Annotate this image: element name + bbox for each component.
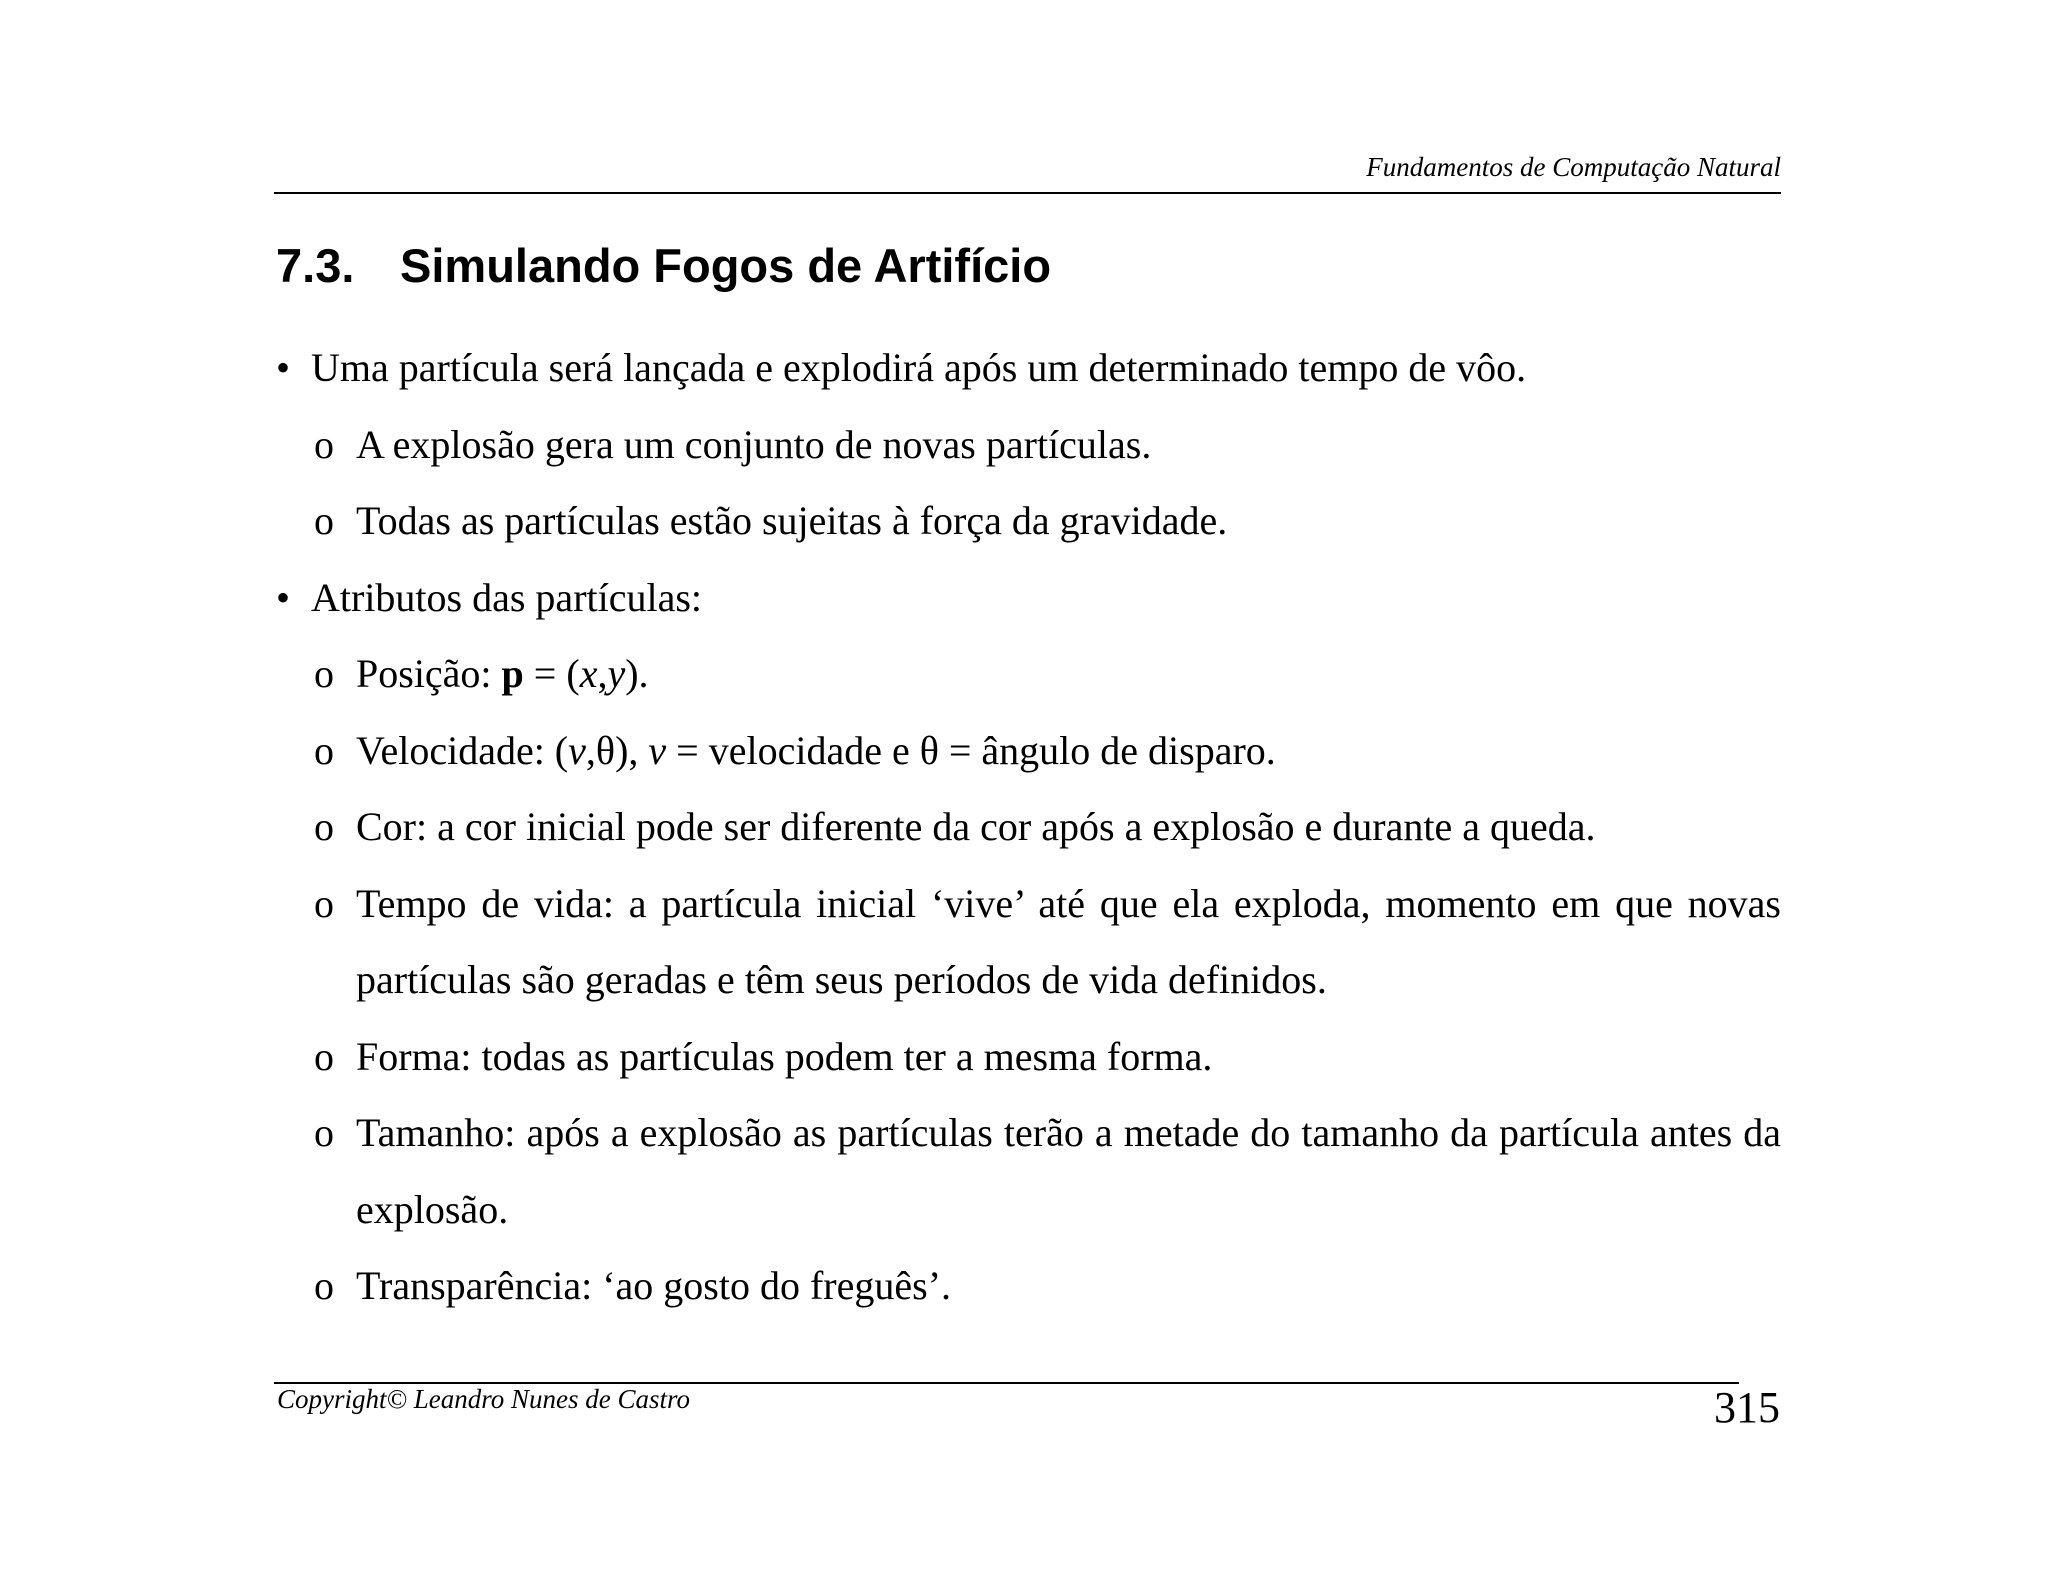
header-rule	[274, 192, 1781, 194]
list-item	[276, 407, 1781, 484]
equals-open: = (	[523, 651, 580, 696]
list-item	[276, 789, 1781, 866]
disc-bullet-icon: •	[276, 345, 291, 390]
position-label: Posição:	[356, 651, 502, 696]
list-item	[276, 1019, 1781, 1096]
section-number: 7.3.	[276, 239, 355, 292]
circle-bullet-icon: o	[314, 421, 334, 467]
item-text: Atributos das partículas:	[311, 574, 703, 620]
circle-bullet-icon: o	[314, 1033, 334, 1079]
var-v: v	[568, 727, 586, 773]
vector-p: p	[501, 651, 524, 696]
var-v: v	[648, 727, 667, 773]
item-text: A explosão gera um conjunto de novas partículas.	[356, 421, 1152, 467]
var-y: y	[607, 651, 626, 696]
item-text: Transparência: ‘ao gosto do freguês’.	[356, 1263, 952, 1308]
circle-bullet-icon: o	[314, 804, 334, 849]
list-item	[276, 713, 1781, 790]
running-header: Fundamentos de Computação Natural	[1366, 152, 1781, 182]
list-item	[276, 866, 1781, 1019]
circle-bullet-icon: o	[314, 498, 334, 543]
item-text: Tamanho: após a explosão as partículas terão a metade do tamanho da partícula antes da explosão.	[356, 1110, 1781, 1232]
item-text: Todas as partículas estão sujeitas à força da gravidade.	[356, 498, 1228, 543]
list-item	[276, 1248, 1781, 1325]
section-title: Simulando Fogos de Artifício	[400, 239, 1052, 292]
var-x: x	[579, 651, 598, 696]
circle-bullet-icon: o	[314, 1263, 334, 1308]
page-number: 315	[1714, 1383, 1780, 1432]
close-paren: ).	[625, 651, 649, 696]
disc-bullet-icon: •	[276, 574, 291, 620]
copyright-notice: Copyright© Leandro Nunes de Castro	[277, 1384, 691, 1414]
list-item	[276, 560, 1781, 637]
velocity-rest: = velocidade e θ = ângulo de disparo.	[666, 727, 1276, 773]
item-text: Tempo de vida: a partícula inicial ‘vive’ até que ela exploda, momento em que novas partículas são geradas e têm seus períodos de vida definidos.	[356, 880, 1781, 1002]
circle-bullet-icon: o	[314, 651, 334, 696]
section-heading	[276, 239, 1052, 292]
list-item	[276, 330, 1781, 407]
list-item	[276, 636, 1781, 713]
circle-bullet-icon: o	[314, 1110, 334, 1155]
bullet-list	[276, 330, 1781, 1325]
item-text: Cor: a cor inicial pode ser diferente da cor após a explosão e durante a queda.	[356, 804, 1596, 849]
theta-part: ,θ),	[585, 727, 649, 773]
item-text: Uma partícula será lançada e explodirá após um determinado tempo de vôo.	[311, 345, 1527, 390]
comma: ,	[597, 651, 608, 696]
circle-bullet-icon: o	[314, 727, 334, 773]
circle-bullet-icon: o	[314, 880, 334, 926]
list-item	[276, 1095, 1781, 1248]
velocity-label: Velocidade: (	[356, 727, 569, 773]
item-text: Forma: todas as partículas podem ter a mesma forma.	[356, 1033, 1213, 1079]
list-item	[276, 483, 1781, 560]
